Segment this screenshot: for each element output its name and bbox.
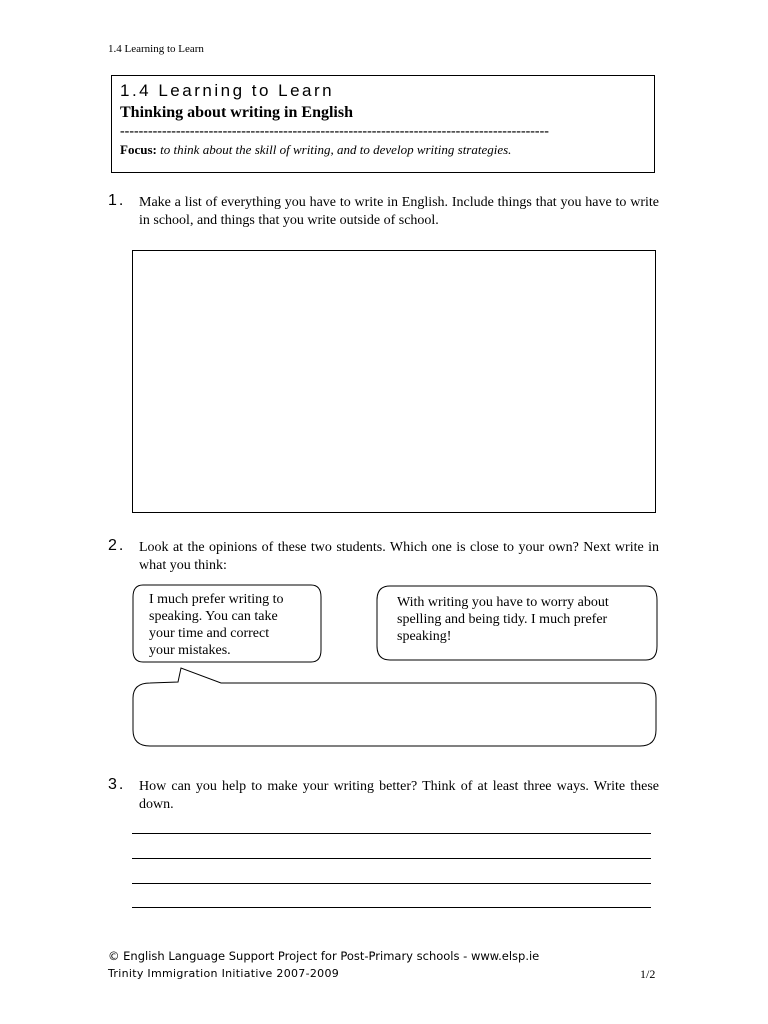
bubble-right-line: spelling and being tidy. I much prefer xyxy=(397,612,608,627)
answer-line-2[interactable] xyxy=(132,858,651,859)
question-1-text: Make a list of everything you have to write in English. Include things that you have to write in school, and things that you write outside of school. xyxy=(139,195,659,228)
footer-initiative: Trinity Immigration Initiative 2007-2009 xyxy=(108,967,340,980)
bubble-right-line: speaking! xyxy=(397,629,452,644)
answer-line-4[interactable] xyxy=(132,907,651,908)
running-header: 1.4 Learning to Learn xyxy=(108,43,204,55)
response-bubble[interactable] xyxy=(133,668,656,746)
question-2-text: Look at the opinions of these two students. Which one is close to your own? Next write in what you think: xyxy=(139,540,659,573)
question-2-number: 2. xyxy=(108,537,126,554)
bubble-left-text xyxy=(149,591,284,659)
answer-line-1[interactable] xyxy=(132,833,651,834)
question-3-text: How can you help to make your writing better? Think of at least three ways. Write these down. xyxy=(139,779,659,812)
page-subtitle: Thinking about writing in English xyxy=(120,104,353,121)
bubble-right-line: With writing you have to worry about xyxy=(397,595,609,610)
focus-text: to think about the skill of writing, and to develop writing strategies. xyxy=(160,142,512,157)
question-1-number: 1. xyxy=(108,192,126,209)
bubble-left-line: your time and correct xyxy=(149,626,270,641)
answer-line-3[interactable] xyxy=(132,883,651,884)
bubble-left-line: I much prefer writing to xyxy=(149,592,284,607)
page-title: 1.4 Learning to Learn xyxy=(120,81,335,100)
page-number: 1/2 xyxy=(640,967,656,981)
focus-label: Focus: xyxy=(120,142,157,157)
bubble-left-line: speaking. You can take xyxy=(149,609,278,624)
footer-copyright: © English Language Support Project for Post-Primary schools - www.elsp.ie xyxy=(108,949,540,963)
bubble-right-text xyxy=(397,594,609,645)
bubble-left-line: your mistakes. xyxy=(149,643,231,658)
dashed-divider: -------------------------------------------------------------------------------------------- xyxy=(120,125,549,139)
question-3-number: 3. xyxy=(108,776,126,793)
